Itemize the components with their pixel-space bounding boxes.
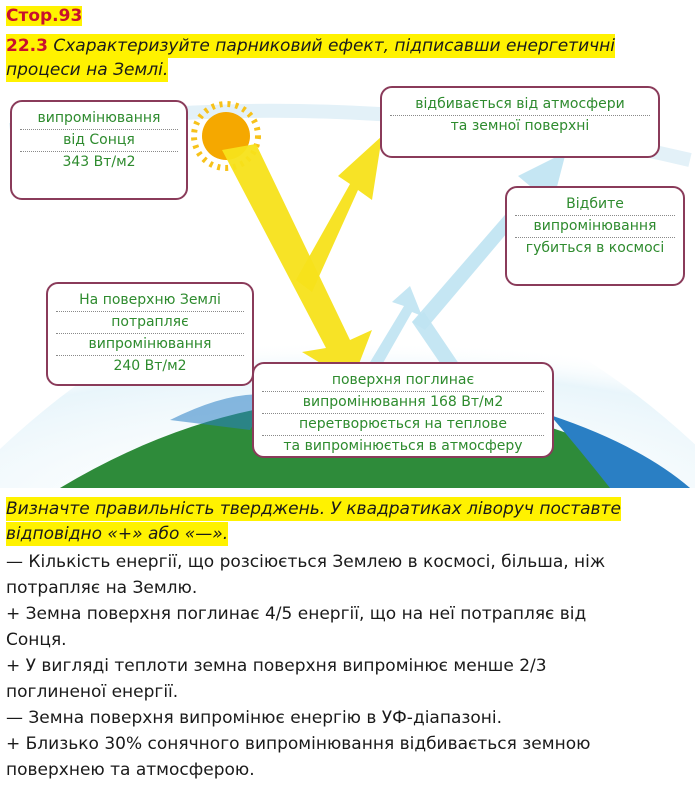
question-line1: Визначте правильність тверджень. У квадратиках ліворуч поставте [6,499,621,519]
box-line: потрапляє [56,312,244,334]
box-line: випромінювання [515,216,675,238]
question-line2: відповідно «+» або «—». [6,524,229,544]
label-box-surface-incoming [46,282,254,386]
box-line: губиться в космосі [525,240,665,256]
task-text-line1: Схарактеризуйте парниковий ефект, підписавши енергетичні [53,36,615,56]
box-line: та земної поверхні [450,118,590,134]
box-line: поверхня поглинає [262,370,544,392]
statement-2: + Земна поверхня поглинає 4/5 енергії, що на неї потрапляє від Сонця. [6,604,587,650]
box-line: На поверхню Землі [56,290,244,312]
box-line: відбивається від атмосфери [390,94,650,116]
statement-3: + У вигляді теплоти земна поверхня випромінює менше 2/3 поглиненої енергії. [6,656,547,702]
label-box-lost-in-space [505,186,685,286]
box-line: та випромінюється в атмосферу [283,438,523,454]
statement-5: + Близько 30% сонячного випромінювання відбивається земною поверхнею та атмосферою. [6,734,591,780]
box-line: перетворюється на теплове [262,414,544,436]
statement-1: — Кількість енергії, що розсіюється Землею в космосі, більша, ніж потрапляє на Землю. [6,552,606,598]
box-line: 343 Вт/м2 [62,154,136,170]
box-line: від Сонця [20,130,178,152]
box-line: випромінювання [20,108,178,130]
label-box-atmosphere-reflection [380,86,660,158]
task-number: 22.3 [6,36,48,56]
page-label: Стор.93 [6,6,83,26]
statement-4: — Земна поверхня випромінює енергію в УФ-діапазоні. [6,708,503,728]
box-line: 240 Вт/м2 [113,358,187,374]
task-heading [6,34,615,58]
box-line: Відбите [515,194,675,216]
task-text-line2: процеси на Землі. [6,60,169,80]
label-box-surface-absorption [252,362,554,458]
box-line: випромінювання 168 Вт/м2 [262,392,544,414]
box-line: випромінювання [56,334,244,356]
label-box-solar-radiation [10,100,188,200]
